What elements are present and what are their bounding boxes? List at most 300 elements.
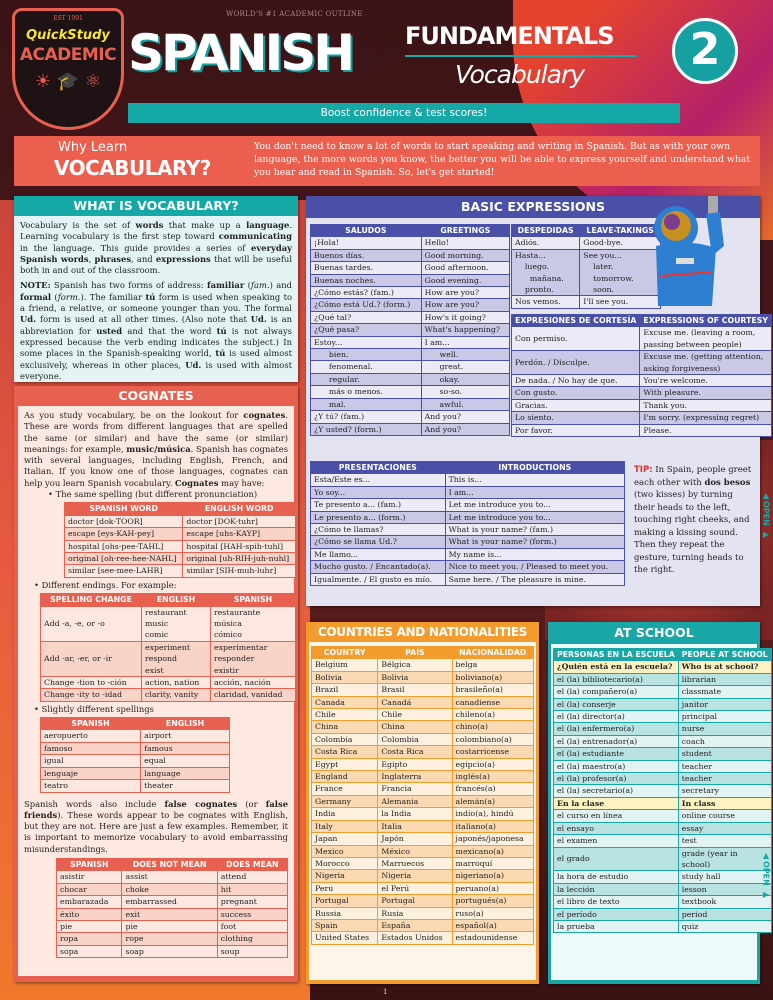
table-row [554,674,771,685]
table-row [41,689,295,700]
table-cell: el (la) maestro(a) [554,761,678,772]
table-cell: el ensayo [554,823,678,834]
what-is-vocabulary-panel [14,196,298,382]
table-cell: el período [554,909,678,920]
table-cell: Buenas noches. [311,275,421,286]
table-cell: quiz [679,921,771,932]
table-row [312,746,533,757]
table-row [312,721,533,732]
table-row [312,932,533,943]
table-cell: marroquí [453,858,533,869]
table-cell: chocar [57,884,121,895]
table-cell: hospital [ohs-pee-TAHL] [65,541,182,552]
table-cell: theater [141,780,229,791]
column-header: PAÍS [405,648,425,657]
table-row [311,549,624,560]
table-cell: Costa Rica [378,746,451,757]
same-spelling-table [64,502,296,577]
what-is-p1: Vocabulary is the set of words that make up a language. Learning vocabulary is the first step toward communicating in the language. This guide provides a series of everyday Spanish words, phrases, and expressions that will be useful both in and out of the classroom. [20,220,292,276]
table-cell: ¿Qué pasa? [311,324,421,335]
table-row [554,909,771,920]
table-cell: Hello! [422,237,509,248]
table-cell: Egipto [378,759,451,770]
greetings-table [310,224,510,436]
table-row [311,499,624,510]
table-cell: Rusia [378,908,451,919]
table-cell: igual [41,755,140,766]
table-cell: How are you? [422,299,509,310]
table-row [311,524,624,535]
table-cell: la lección [554,884,678,895]
table-cell: principal [679,711,771,722]
table-cell: test [679,835,771,846]
table-row [57,921,287,932]
table-cell: Good morning. [422,250,509,261]
table-row [554,921,771,932]
table-cell: teacher [679,761,771,772]
table-cell: essay [679,823,771,834]
table-row [512,237,660,248]
table-cell: pregnant [218,896,287,907]
table-cell: Italy [312,821,377,832]
table-cell: el (la) conserje [554,699,678,710]
table-row [311,561,624,572]
table-cell: Te presento a... (fam.) [311,499,445,510]
table-row [311,487,624,498]
table-row [312,870,533,881]
bullet-same-spelling: • The same spelling (but different pronunciation) [48,489,258,500]
lightbulb-icon: ☀ [34,71,52,92]
table-cell: Chile [378,709,451,720]
false-cognates-intro: Spanish words also include false cognates (or false friends). These words appear to be cognates with English, but they are not. Here are just a few examples. Remember, it is important to memorize vocabulary to avoid embarrassing misunderstandings. [24,798,289,854]
table-cell: estadounidense [453,932,533,943]
table-cell: México [378,846,451,857]
table-cell: In class [679,798,771,809]
panel-title: COGNATES [118,388,194,403]
table-cell: Nice to meet you. / Pleased to meet you. [446,561,624,572]
table-cell: janitor [679,699,771,710]
table-cell: nurse [679,723,771,734]
table-cell: How's it going? [422,312,509,323]
table-cell: okay. [422,374,509,385]
table-cell: italiano(a) [453,821,533,832]
table-row [554,748,771,759]
title-divider [405,55,637,57]
table-row [312,821,533,832]
countries-body [309,642,536,980]
table-cell: Nigeria [312,870,377,881]
table-cell: And you? [422,411,509,422]
table-cell: Who is at school? [679,661,771,672]
table-cell: ¿Quién está en la escuela? [554,661,678,672]
table-row [311,349,509,360]
table-cell: escape [eys-KAH-pey] [65,528,182,539]
table-cell: Me llamo... [311,549,445,560]
slightly-different-table [40,717,230,792]
astronaut-image [646,196,730,316]
column-header: SPANISH [71,719,110,729]
table-cell: librarian [679,674,771,685]
table-cell: United States [312,932,377,943]
column-header: PERSONAS EN LA ESCUELA [557,650,675,659]
table-cell: restaurant music comic [142,607,210,641]
table-row [311,312,509,323]
column-header: SPELLING CHANGE [50,595,132,605]
table-cell: My name is... [446,549,624,560]
table-cell: ¿Qué tal? [311,312,421,323]
table-row [311,424,509,435]
table-cell: secretary [679,785,771,796]
table-cell: boliviano(a) [453,672,533,683]
column-header: SPANISH [70,859,109,869]
table-cell: Change -tion to -ción [41,677,141,688]
table-row [65,541,295,552]
table-cell: Excuse me. (getting attention, asking forgiveness) [640,351,771,374]
table-cell: el (la) enfermero(a) [554,723,678,734]
table-row [65,553,295,564]
table-cell: ¿Cómo estás? (fam.) [311,287,421,298]
table-row [65,516,295,527]
table-cell: Yo soy... [311,487,445,498]
table-cell: Germany [312,796,377,807]
table-cell: foot [218,921,287,932]
table-cell: chino(a) [453,721,533,732]
table-cell: teacher [679,773,771,784]
table-row [512,387,771,398]
table-cell: hospital [HAH-spih-tuhl] [183,541,295,552]
table-cell: De nada. / No hay de que. [512,375,639,386]
table-cell: Con gusto. [512,387,639,398]
table-cell: mal. [311,399,421,410]
why-label-small: Why Learn [58,140,128,155]
table-cell: colombiano(a) [453,734,533,745]
table-cell: Good evening. [422,275,509,286]
table-cell: Good afternoon. [422,262,509,273]
logo-est: EST 1991 [53,15,83,22]
table-row [512,250,660,296]
table-cell: This is... [446,474,624,485]
column-header: LEAVE-TAKINGS [586,226,654,235]
table-cell: England [312,771,377,782]
column-header: COUNTRY [323,648,366,657]
table-cell: choke [122,884,216,895]
column-header: ENGLISH [165,719,205,729]
table-row [554,686,771,697]
table-row [554,773,771,784]
table-cell: Nos vemos. [512,296,579,307]
table-cell: francés(a) [453,783,533,794]
table-row [311,250,509,261]
table-cell: japonés/japonesa [453,833,533,844]
table-row [554,711,771,722]
table-cell: With pleasure. [640,387,771,398]
table-row [512,351,771,374]
table-cell: éxito [57,909,121,920]
table-cell: Chile [312,709,377,720]
table-cell: Inglaterra [378,771,451,782]
table-cell: What is your name? (form.) [446,536,624,547]
table-cell: Italia [378,821,451,832]
table-cell: ¿Y tú? (fam.) [311,411,421,422]
table-cell: Marruecos [378,858,451,869]
table-row [312,796,533,807]
table-cell: ¡Hola! [311,237,421,248]
tip-box: TIP: In Spain, people greet each other with dos besos (two kisses) by turning their heads to the left, touching right cheeks, and making a kissing sound. Then they repeat the gesture, turning heads to the right. [634,465,752,575]
table-row [65,565,295,576]
table-row [554,661,771,672]
logo-brand-bottom: ACADEMIC [19,45,117,65]
title-topic: Vocabulary [455,60,585,89]
quickstudy-logo [12,8,124,130]
table-cell: experimentar responder existir [211,642,295,676]
table-row [512,296,660,307]
table-cell: action, nation [142,677,210,688]
table-cell: experiment respond exist [142,642,210,676]
table-cell: el (la) profesor(a) [554,773,678,784]
table-cell: Alemania [378,796,451,807]
table-cell: Change -ity to -idad [41,689,141,700]
table-cell: el curso en línea [554,810,678,821]
column-header: SPANISH [233,595,273,605]
table-cell: Esta/Este es... [311,474,445,485]
table-cell: Adiós. [512,237,579,248]
table-cell: Spain [312,920,377,931]
table-row [41,743,229,754]
tip-label: TIP: [634,465,653,475]
tagline-top: WORLD'S #1 ACADEMIC OUTLINE [226,10,363,18]
table-row [512,327,771,350]
header [0,0,773,135]
table-cell: acción, nación [211,677,295,688]
table-cell: el (la) compañero(a) [554,686,678,697]
why-learn-banner [14,136,760,186]
table-cell: clothing [218,933,287,944]
column-header: PEOPLE AT SCHOOL [681,650,768,659]
table-cell: Let me introduce you to... [446,499,624,510]
table-cell: Japón [378,833,451,844]
table-row [57,871,287,882]
table-cell: Thank you. [640,400,771,411]
table-cell: belga [453,659,533,670]
table-cell: español(a) [453,920,533,931]
table-cell: el grado [554,848,678,871]
table-row [312,895,533,906]
table-cell: Perdón. / Disculpe. [512,351,639,374]
table-cell: el (la) director(a) [554,711,678,722]
table-cell: language [141,768,229,779]
table-row [512,400,771,411]
table-row [57,909,287,920]
table-cell: original [oh-ree-hee-NAHL] [65,553,182,564]
countries-panel [306,622,539,984]
table-row [311,574,624,585]
table-row [312,684,533,695]
table-row [512,412,771,423]
table-cell: asistir [57,871,121,882]
table-cell: inglés(a) [453,771,533,782]
why-label-big: VOCABULARY? [54,156,211,180]
table-row [312,783,533,794]
table-cell: hit [218,884,287,895]
table-row [554,848,771,871]
open-tab-lower[interactable]: ▲ OPEN ▶ [761,851,771,899]
volume-badge: 2 [672,18,738,84]
table-row [311,411,509,422]
table-row [554,761,771,772]
table-cell: online course [679,810,771,821]
table-cell: I am... [446,487,624,498]
what-is-p2: NOTE: Spanish has two forms of address: familiar (fam.) and formal (form.). The familiar tú form is used when speaking to a friend, a relative, or someone younger than you. The formal Ud. form is used at all other times. (Also note that Ud. is an abbreviation for usted and that the word tú is not always expressed because the verb ending indicates the subject.) In some places in the Spanish-speaking world, tú is used almost exclusively, whereas in other places, Ud. is used with almost everyone. [20,280,293,381]
table-row [311,361,509,372]
table-cell: similar [SIH-muh-luhr] [183,565,295,576]
table-cell: Colombia [312,734,377,745]
table-row [554,798,771,809]
table-cell: coach [679,736,771,747]
table-cell: Estados Unidos [378,932,451,943]
table-cell: canadiense [453,697,533,708]
table-cell: brasileño(a) [453,684,533,695]
column-header: PRESENTACIONES [338,463,417,472]
panel-title: WHAT IS VOCABULARY? [14,196,298,216]
table-cell: China [312,721,377,732]
table-cell: student [679,748,771,759]
table-row [311,324,509,335]
table-cell: costarricense [453,746,533,757]
table-row [312,697,533,708]
table-cell: Add -a, -e, or -o [41,607,141,641]
table-cell: How are you? [422,287,509,298]
table-cell: great. [422,361,509,372]
why-text: You don't need to know a lot of words to start speaking and writing in Spanish. But as with your own language, the more words you know, the better you will be able to express yourself and understand what you hear and read in Spanish. So, let's get started! [254,141,751,178]
column-header: SPANISH WORD [89,504,158,514]
table-cell: Good-bye. [580,237,660,248]
table-row [512,375,771,386]
table-cell: And you? [422,424,509,435]
table-cell: clarity, vanity [142,689,210,700]
graduation-cap-icon: 🎓 [56,71,80,92]
table-row [554,896,771,907]
table-cell: success [218,909,287,920]
table-cell: airport [141,730,229,741]
table-cell: Canadá [378,697,451,708]
countries-table [311,646,534,945]
column-header: ENGLISH [156,595,196,605]
table-row [312,908,533,919]
table-row [41,642,295,676]
table-row [312,920,533,931]
table-cell: escape [uhs-KAYP] [183,528,295,539]
table-row [311,287,509,298]
table-cell: pie [57,921,121,932]
table-row [311,474,624,485]
table-cell: Igualmente. / El gusto es mío. [311,574,445,585]
table-cell: Japan [312,833,377,844]
table-cell: Portugal [378,895,451,906]
table-cell: el examen [554,835,678,846]
table-row [57,896,287,907]
table-cell: Mucho gusto. / Encantado(a). [311,561,445,572]
table-row [311,374,509,385]
table-row [57,884,287,895]
table-cell: indio(a), hindú [453,808,533,819]
table-row [41,780,229,791]
open-tab-upper[interactable]: ▲ OPEN ▶ [761,491,771,539]
table-cell: el libro de texto [554,896,678,907]
table-cell: soap [122,946,216,957]
table-cell: soup [218,946,287,957]
table-cell: más o menos. [311,386,421,397]
table-cell: Le presento a... (form.) [311,512,445,523]
table-cell: Por favor. [512,425,639,436]
courtesy-table [511,314,772,437]
panel-title: BASIC EXPRESSIONS [306,196,760,218]
table-cell: embarrassed [122,896,216,907]
table-cell: What is your name? (fam.) [446,524,624,535]
table-cell: Brazil [312,684,377,695]
table-cell: ¿Cómo te llamas? [311,524,445,535]
table-cell: textbook [679,896,771,907]
table-cell: España [378,920,451,931]
table-row [41,607,295,641]
table-row [311,536,624,547]
table-cell: alemán(a) [453,796,533,807]
title-sub: FUNDAMENTALS [405,22,614,50]
table-cell: See you... later. tomorrow. soon. [580,250,660,296]
table-cell: teatro [41,780,140,791]
false-cognates-table [56,858,288,958]
table-cell: la hora de estudio [554,871,678,882]
page-number: 1 [383,988,388,996]
table-cell: I'm sorry. (expressing regret) [640,412,771,423]
table-cell: period [679,909,771,920]
table-cell: ¿Cómo se llama Ud.? [311,536,445,547]
cognates-intro: As you study vocabulary, be on the lookout for cognates. These are words from different languages that are spelled the same (or similar) and have the same (or similar) meanings: for example, music/música. Spanish has cognates with several languages, including English, French, and Italian. If you know one of those languages, cognates can help you learn Spanish vocabulary. Cognates may have: [24,410,288,488]
column-header: INTRODUCTIONS [498,463,572,472]
table-cell: nigeriano(a) [453,870,533,881]
table-cell: ¿Y usted? (form.) [311,424,421,435]
table-row [41,768,229,779]
table-row [312,833,533,844]
table-cell: Portugal [312,895,377,906]
table-cell: classmate [679,686,771,697]
table-cell: Francia [378,783,451,794]
table-row [312,759,533,770]
table-cell: grade (year in school) [679,848,771,871]
table-cell: Mexico [312,846,377,857]
table-cell: France [312,783,377,794]
table-cell: original [uh-RIH-juh-nuhl] [183,553,295,564]
table-cell: Peru [312,883,377,894]
table-cell: Add -ar, -er, or -ir [41,642,141,676]
table-row [311,512,624,523]
table-cell: Gracias. [512,400,639,411]
bullet-different-endings: • Different endings. For example: [34,579,177,590]
table-cell: el (la) entrenador(a) [554,736,678,747]
table-row [312,858,533,869]
table-cell: Bolivia [378,672,451,683]
table-cell: China [378,721,451,732]
table-row [554,823,771,834]
table-cell: Estoy... [311,337,421,348]
table-cell: Colombia [378,734,451,745]
column-header: ENGLISH WORD [204,504,274,514]
table-cell: famous [141,743,229,754]
cognates-body [18,406,294,976]
at-school-table [553,648,772,933]
table-row [312,709,533,720]
table-row [41,755,229,766]
table-row [65,528,295,539]
